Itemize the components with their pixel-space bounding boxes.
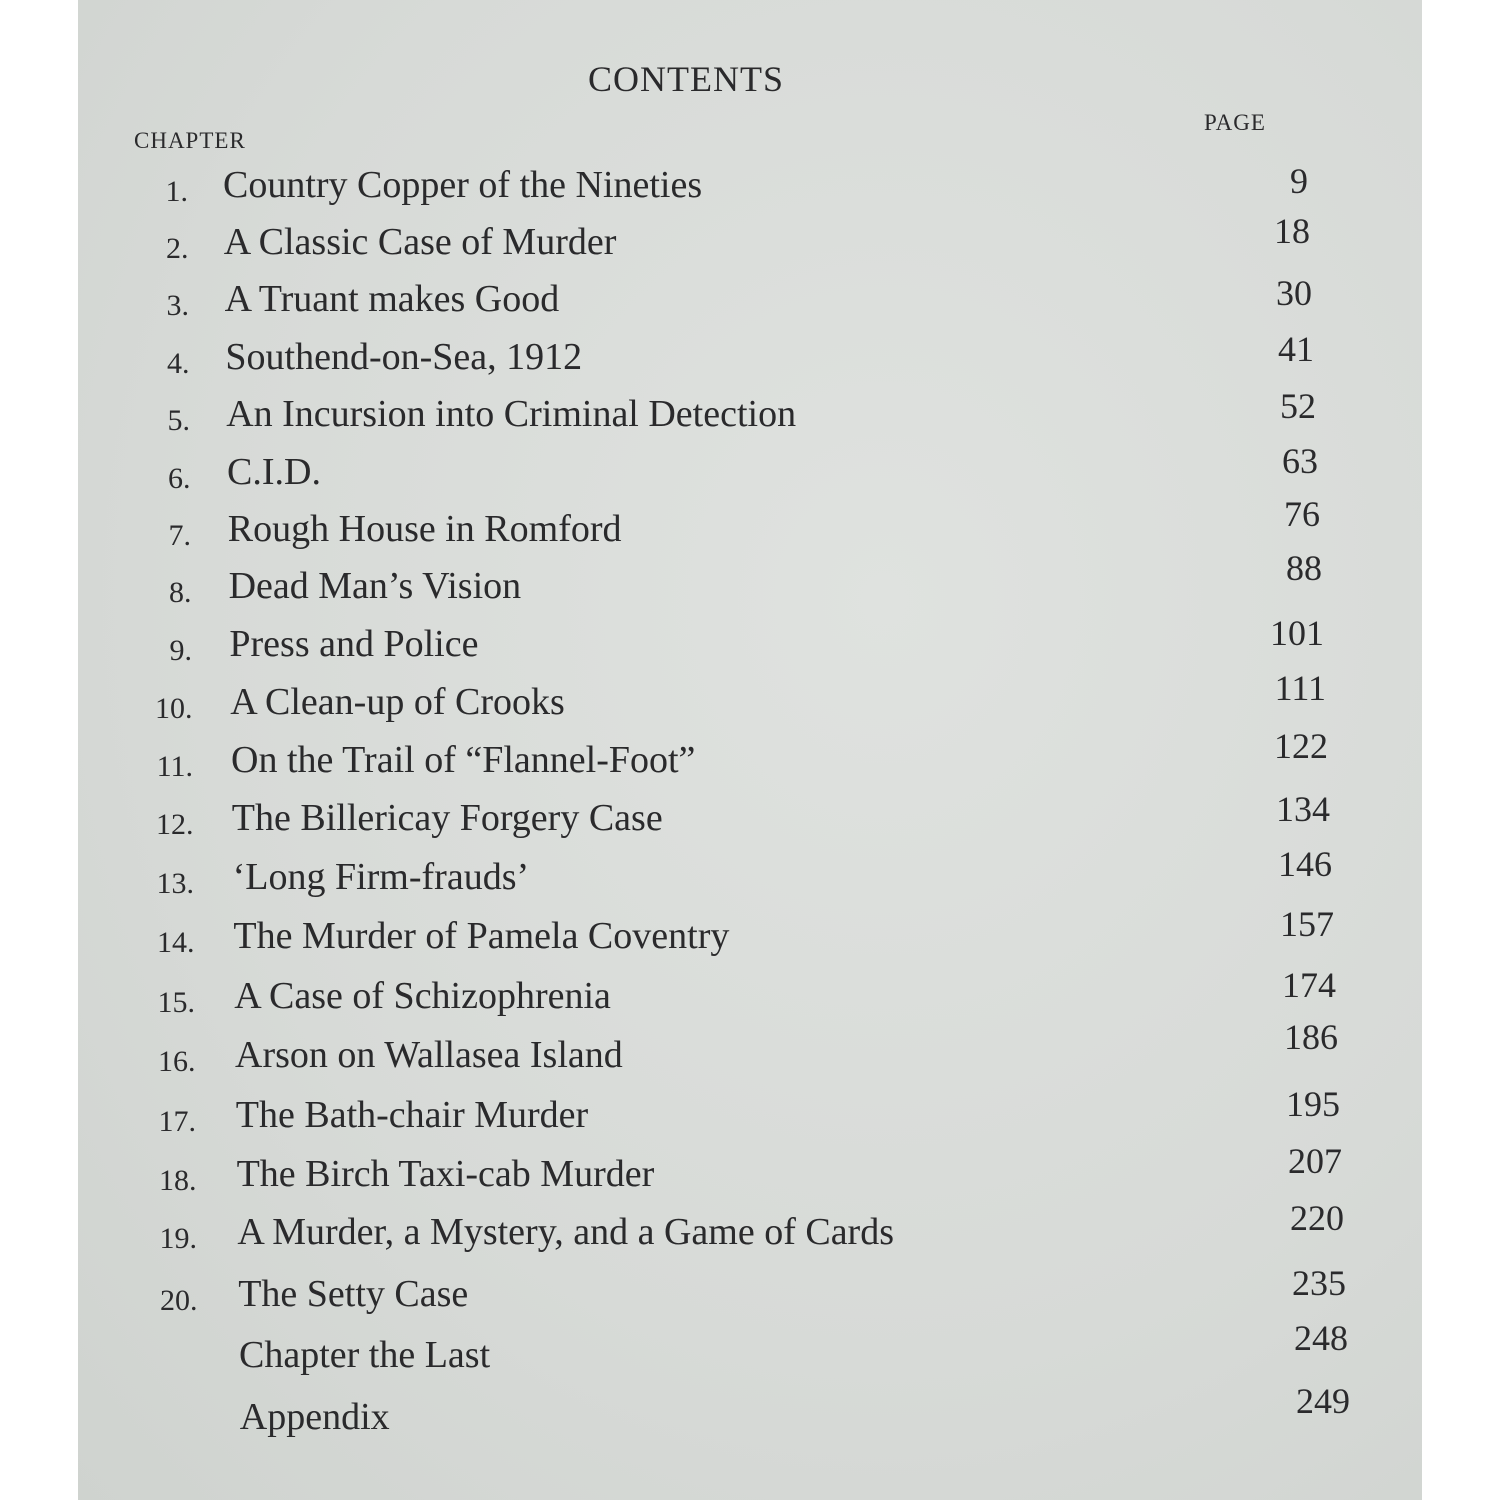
chapter-page-number: 235: [1292, 1263, 1346, 1303]
chapter-number: 9.: [169, 634, 192, 667]
chapter-title: A Clean-up of Crooks: [230, 681, 565, 723]
chapter-number: 12.: [156, 808, 194, 841]
chapter-number: 3.: [166, 289, 189, 322]
chapter-column-header: CHAPTER: [134, 128, 246, 153]
chapter-page-number: 220: [1290, 1198, 1344, 1238]
chapter-page-number: 207: [1288, 1141, 1342, 1181]
chapter-title: C.I.D.: [227, 451, 321, 493]
chapter-title: A Classic Case of Murder: [223, 221, 617, 263]
chapter-title: Southend-on-Sea, 1912: [225, 336, 583, 378]
chapter-page-number: 157: [1280, 904, 1334, 944]
chapter-number: 5.: [167, 404, 190, 437]
chapter-title: The Murder of Pamela Coventry: [233, 915, 730, 957]
chapter-page-number: 41: [1278, 329, 1314, 369]
chapter-title: The Birch Taxi-cab Murder: [236, 1153, 655, 1195]
page-title: CONTENTS: [588, 59, 784, 99]
chapter-page-number: 76: [1284, 494, 1320, 534]
chapter-page-number: 249: [1296, 1381, 1350, 1421]
chapter-title: The Billericay Forgery Case: [231, 797, 663, 839]
chapter-number: 20.: [160, 1284, 198, 1317]
chapter-number: 8.: [169, 576, 192, 609]
chapter-page-number: 248: [1294, 1318, 1348, 1358]
chapter-page-number: 18: [1274, 211, 1310, 251]
chapter-title: Country Copper of the Nineties: [223, 164, 703, 206]
chapter-page-number: 134: [1276, 789, 1330, 829]
chapter-title: Appendix: [239, 1396, 390, 1438]
chapter-title: On the Trail of “Flannel-Foot”: [231, 739, 696, 781]
page-column-header: PAGE: [1204, 110, 1266, 135]
chapter-page-number: 195: [1286, 1084, 1340, 1124]
chapter-page-number: 174: [1282, 965, 1336, 1005]
chapter-page-number: 111: [1274, 668, 1326, 708]
chapter-number: 14.: [157, 926, 195, 959]
chapter-number: 18.: [159, 1164, 197, 1197]
chapter-number: 1.: [165, 175, 188, 208]
chapter-number: 16.: [158, 1045, 196, 1078]
chapter-number: 17.: [158, 1105, 196, 1138]
chapter-title: Press and Police: [229, 623, 479, 665]
chapter-title: Arson on Wallasea Island: [235, 1034, 623, 1076]
chapter-title: Dead Man’s Vision: [228, 565, 522, 607]
chapter-title: A Murder, a Mystery, and a Game of Cards: [237, 1211, 895, 1253]
chapter-title: A Truant makes Good: [224, 278, 560, 320]
chapter-title: ‘Long Firm-frauds’: [232, 856, 530, 898]
book-page: [78, 0, 1422, 1500]
chapter-number: 15.: [157, 986, 195, 1019]
chapter-page-number: 52: [1280, 386, 1316, 426]
chapter-number: 19.: [159, 1222, 197, 1255]
chapter-number: 4.: [167, 347, 190, 380]
chapter-page-number: 30: [1276, 273, 1312, 313]
chapter-page-number: 9: [1290, 161, 1308, 201]
chapter-title: Chapter the Last: [239, 1334, 491, 1376]
chapter-page-number: 186: [1284, 1017, 1338, 1057]
chapter-title: An Incursion into Criminal Detection: [226, 393, 797, 435]
chapter-number: 13.: [156, 867, 194, 900]
chapter-title: A Case of Schizophrenia: [234, 975, 611, 1017]
chapter-number: 2.: [166, 232, 189, 265]
chapter-number: 10.: [155, 692, 193, 725]
chapter-number: 6.: [168, 462, 191, 495]
chapter-page-number: 101: [1270, 613, 1324, 653]
chapter-title: The Bath-chair Murder: [235, 1094, 589, 1136]
chapter-title: Rough House in Romford: [227, 508, 622, 550]
chapter-page-number: 88: [1286, 548, 1322, 588]
chapter-page-number: 122: [1274, 726, 1328, 766]
chapter-title: The Setty Case: [238, 1273, 469, 1315]
chapter-number: 7.: [168, 519, 191, 552]
chapter-page-number: 63: [1282, 441, 1318, 481]
chapter-page-number: 146: [1278, 844, 1332, 884]
chapter-number: 11.: [156, 750, 193, 783]
